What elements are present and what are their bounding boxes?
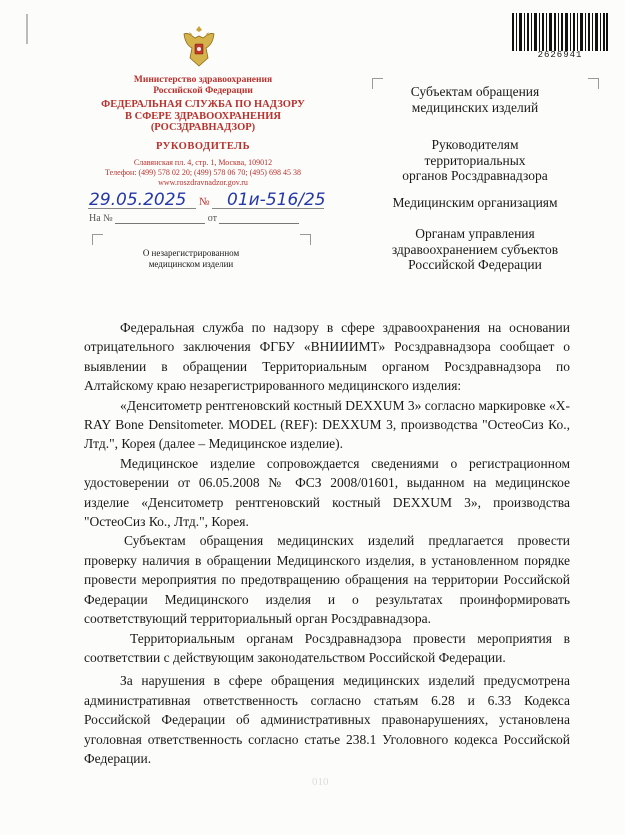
ref-label: На № <box>89 213 113 224</box>
service-line: (РОСЗДРАВНАДЗОР) <box>150 122 256 133</box>
service-name <box>88 99 318 134</box>
addressee-line: Органам управления <box>415 226 535 241</box>
ministry-line: Российской Федерации <box>153 86 253 96</box>
corner-mark <box>300 234 311 245</box>
ministry-line: Министерство здравоохранения <box>133 75 273 85</box>
body-paragraph: Территориальным органам Росздравнадзора провести мероприятия в соответствии с действующим законодательством Российской Федерации. <box>84 630 570 665</box>
number-sign: № <box>199 196 210 208</box>
addressee-block <box>366 226 584 273</box>
coat-of-arms-emblem <box>178 24 220 70</box>
barcode <box>512 13 608 51</box>
registration-date: 29.05.2025 <box>89 190 187 210</box>
service-line: ФЕДЕРАЛЬНАЯ СЛУЖБА ПО НАДЗОРУ <box>101 99 305 110</box>
ref-number-blank <box>115 213 205 224</box>
date-underline <box>88 208 196 209</box>
ref-date-blank <box>219 213 299 224</box>
addressee-line: территориальных <box>424 152 526 168</box>
number-underline <box>212 208 324 209</box>
body-paragraph: Субъектам обращения медицинских изделий предлагается провести проверку наличия в обращении Медицинского изделия, в установленном порядке провести мероприятия по предотвращению обращения на территории Российской Федерации Медицинского изделия и о результатах проинформировать соответствующий территориальный орган Росздравнадзора. <box>84 533 570 627</box>
reference-line <box>89 213 319 224</box>
corner-mark <box>588 78 599 89</box>
phone-line: Телефон: (499) 578 02 20; (499) 578 06 70; (495) 698 45 38 <box>105 168 301 177</box>
from-label: от <box>207 213 217 224</box>
head-title: РУКОВОДИТЕЛЬ <box>155 141 251 152</box>
addressee-line: органов Росздравнадзора <box>402 168 548 183</box>
subject-line: медицинском изделии <box>148 259 234 269</box>
body-paragraph: Медицинское изделие сопровождается сведениями о регистрационном удостоверении от 06.05.2008 № ФСЗ 2008/01601, выданном на медицинское изделие «Денситометр рентгеновский костный DEXXUM 3», производства "ОстеоСиз Ко., Лтд.", Корея. <box>84 455 570 530</box>
registration-number: 01и-516/25 <box>227 190 326 210</box>
letter-body <box>84 318 570 768</box>
addressee-block <box>366 84 584 115</box>
addressee-line: медицинских изделий <box>411 99 539 115</box>
website-line: www.roszdravnadzor.gov.ru <box>158 178 248 187</box>
service-line: В СФЕРЕ ЗДРАВООХРАНЕНИЯ <box>125 110 281 122</box>
barcode-number: 2626941 <box>537 50 583 60</box>
addressee-line: Российской Федерации <box>408 257 542 272</box>
ministry-name <box>88 75 318 97</box>
body-paragraph: «Денситометр рентгеновский костный DEXXUM 3» согласно маркировке «X-RAY Bone Densitometer. MODEL (REF): DEXXUM 3, производства "ОстеоСиз Ко., Лтд.", Корея (далее – Медицинское изделие). <box>84 397 570 452</box>
subject-line: О незарегистрированном <box>142 248 240 258</box>
letter-subject <box>97 248 285 270</box>
addressee-block <box>366 195 584 211</box>
staple-mark <box>26 14 28 44</box>
addressee-line: Руководителям <box>431 137 519 152</box>
addressee-line: здравоохранением субъектов <box>391 241 559 257</box>
contact-address <box>80 158 326 188</box>
address-line: Славянская пл. 4, стр. 1, Москва, 109012 <box>133 158 273 167</box>
faint-page-mark: 010 <box>312 776 329 788</box>
addressee-block <box>366 137 584 184</box>
addressee-line: Субъектам обращения <box>410 84 540 99</box>
body-paragraph: Федеральная служба по надзору в сфере здравоохранения на основании отрицательного заключения ФГБУ «ВНИИИМТ» Росздравнадзора сообщает о выявлении в обращении Территориальным органом Росздравнадзора по Алтайскому краю незарегистрированного медицинского изделия: <box>84 320 570 394</box>
corner-mark <box>92 234 103 245</box>
addressee-line: Медицинским организациям <box>392 195 558 210</box>
body-paragraph: За нарушения в сфере обращения медицинских изделий предусмотрена административная ответственность согласно статьям 6.28 и 6.33 Кодекса Российской Федерации об административных правонарушениях, установлена уголовная ответственность согласно статье 238.1 Уголовного кодекса Российской Федерации. <box>84 673 570 766</box>
